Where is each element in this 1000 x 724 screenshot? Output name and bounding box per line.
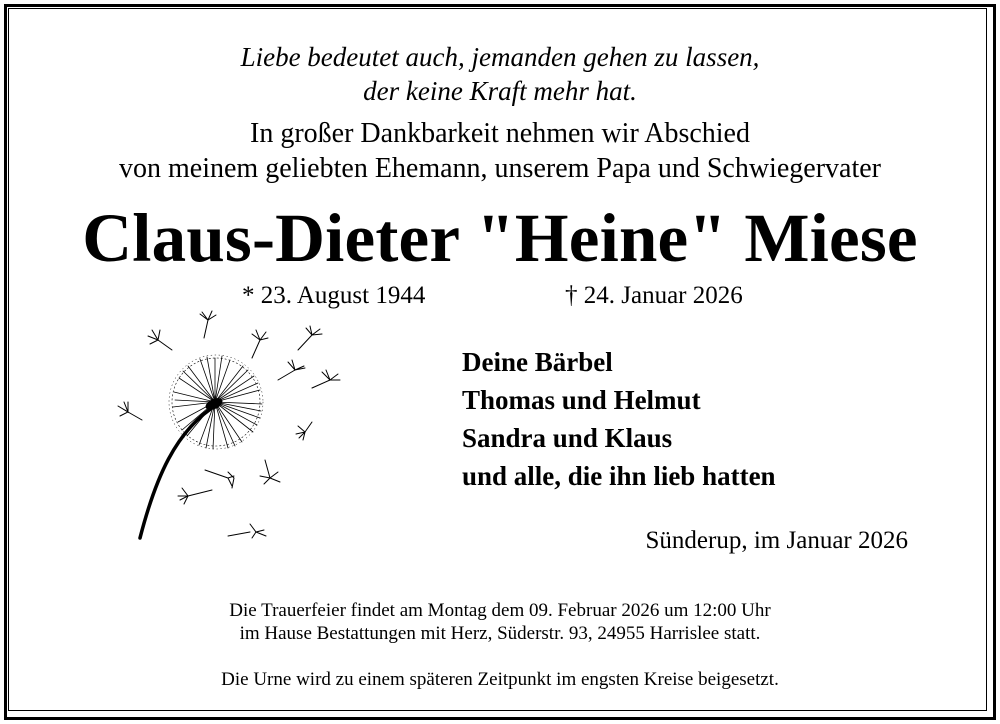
family-member: Sandra und Klaus	[462, 423, 673, 453]
intro-line-2: von meinem geliebten Ehemann, unserem Papa und Schwiegervater	[119, 153, 881, 184]
quote-line-1: Liebe bedeutet auch, jemanden gehen zu lassen,	[240, 42, 760, 72]
family-member: Deine Bärbel	[462, 347, 613, 377]
family-member: Thomas und Helmut	[462, 385, 701, 415]
service-info	[0, 599, 1000, 645]
quote	[0, 40, 1000, 108]
urn-note: Die Urne wird zu einem späteren Zeitpunkt im engsten Kreise beigesetzt.	[221, 669, 779, 690]
birth-date: * 23. August 1944	[242, 282, 426, 309]
family-member: und alle, die ihn lieb hatten	[462, 461, 776, 491]
service-line-1: Die Trauerfeier findet am Montag dem 09. Februar 2026 um 12:00 Uhr	[229, 600, 771, 621]
quote-line-2: der keine Kraft mehr hat.	[363, 76, 637, 106]
deceased-name: Claus-Dieter "Heine" Miese	[82, 200, 918, 276]
intro-line-1: In großer Dankbarkeit nehmen wir Abschied	[250, 118, 750, 149]
intro-text	[0, 116, 1000, 186]
place-date: Sünderup, im Januar 2026	[645, 527, 908, 554]
service-line-2: im Hause Bestattungen mit Herz, Süderstr. 93, 24955 Harrislee statt.	[239, 623, 761, 644]
dandelion-icon	[100, 300, 360, 555]
family-list	[462, 343, 776, 495]
death-date: † 24. Januar 2026	[565, 282, 743, 309]
